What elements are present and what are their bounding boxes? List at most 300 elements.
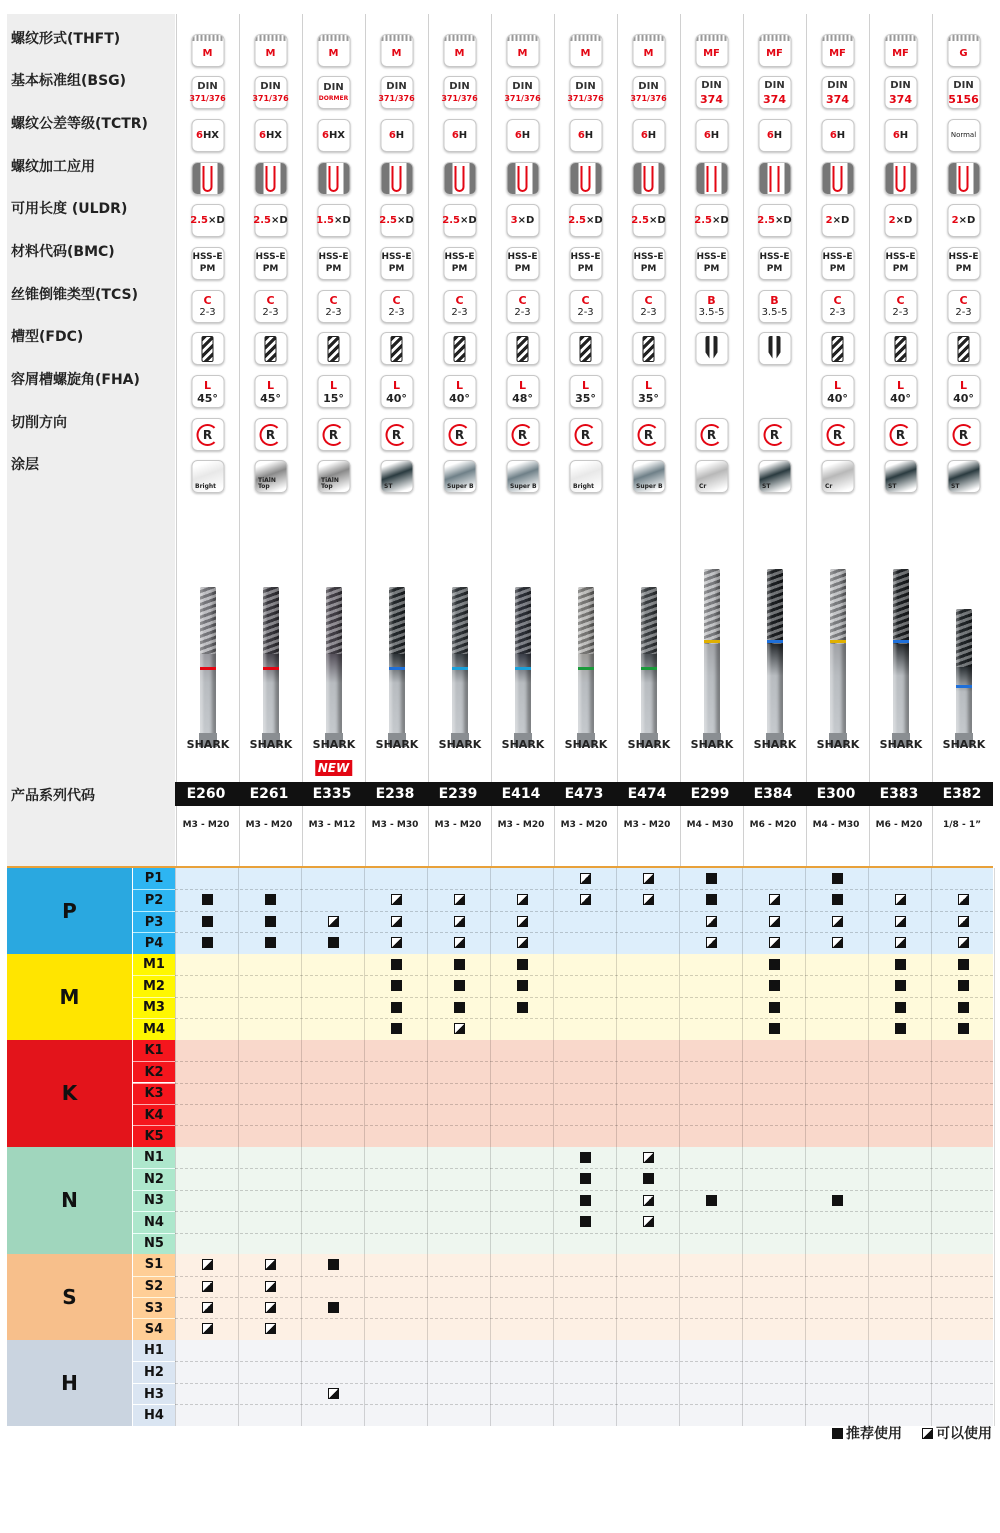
tolerance-class-value	[951, 132, 976, 139]
hole-application-icon	[191, 162, 224, 195]
tolerance-class-value	[893, 131, 908, 141]
material-code-icon	[632, 247, 665, 280]
recommended-mark	[202, 916, 213, 927]
material-code-icon	[758, 247, 791, 280]
recommended-mark	[517, 959, 528, 970]
material-subgroup: K3	[133, 1083, 175, 1104]
material-code-icon	[443, 247, 476, 280]
thread-form-value: M	[391, 47, 402, 59]
full-square-icon	[832, 1428, 843, 1439]
row-divider	[175, 1318, 993, 1319]
standard-group-icon	[191, 76, 224, 109]
blind-hole-icon	[644, 166, 654, 192]
spiral-flute-icon	[821, 332, 854, 365]
standard-group-icon	[758, 76, 791, 109]
material-group-background	[175, 1040, 993, 1147]
thread-form-icon	[191, 34, 224, 67]
tolerance-suffix: HX	[265, 129, 283, 141]
flute-shape-icon	[202, 336, 214, 362]
usable-length-unit: ×D	[208, 214, 225, 226]
column-divider	[805, 868, 806, 1426]
chamfer-letter: C	[581, 294, 590, 307]
chamfer-type-icon	[884, 290, 917, 323]
chamfer-type-icon	[821, 290, 854, 323]
recommended-mark	[958, 980, 969, 991]
usable-length-icon	[632, 204, 665, 237]
series-code: E260	[186, 786, 226, 802]
possible-mark	[265, 1259, 276, 1270]
recommended-mark	[517, 1002, 528, 1013]
legend	[832, 1423, 992, 1443]
material-subgroup: P4	[133, 932, 175, 953]
tap-tool-image	[956, 609, 972, 747]
recommended-mark	[769, 1002, 780, 1013]
thread-range: M3 - M20	[434, 820, 482, 830]
coating-swatch-icon	[569, 460, 602, 493]
blind-hole-icon	[833, 166, 843, 192]
tolerance-number: 6	[703, 129, 711, 141]
usable-length-number: 2.5	[694, 214, 713, 226]
material-code-b: PM	[640, 264, 657, 274]
recommended-mark	[265, 894, 276, 905]
standard-number: 371/376	[189, 94, 226, 103]
recommended-mark	[454, 959, 465, 970]
helix-angle-icon	[506, 375, 539, 408]
hole-application-icon	[380, 162, 413, 195]
chamfer-threads: 2-3	[325, 307, 342, 318]
coating-name: Cr	[825, 483, 833, 490]
usable-length-icon	[191, 204, 224, 237]
possible-mark	[895, 894, 906, 905]
tap-color-ring	[515, 667, 531, 670]
row-label-10: 涂层	[11, 457, 39, 473]
right-hand-cut-icon	[569, 418, 602, 451]
tolerance-suffix: H	[710, 129, 720, 141]
tolerance-class-icon	[695, 119, 728, 152]
right-hand-cut-icon	[317, 418, 350, 451]
chamfer-letter: C	[833, 294, 842, 307]
right-hand-cut-icon	[695, 418, 728, 451]
usable-length-icon	[758, 204, 791, 237]
recommended-mark	[958, 1002, 969, 1013]
tap-color-ring	[641, 667, 657, 670]
column-divider	[238, 868, 239, 1426]
usable-length-number: 3	[510, 214, 518, 226]
recommended-mark	[265, 916, 276, 927]
row-divider	[175, 1404, 993, 1405]
thread-range: M4 - M30	[812, 820, 860, 830]
material-code-a: HSS-E	[948, 252, 979, 262]
helix-angle-value: 35°	[575, 391, 596, 405]
tap-thread-section	[452, 587, 468, 654]
brand-label: SHARK	[816, 738, 860, 751]
recommended-mark	[832, 873, 843, 884]
coating-name: TiAlN Top	[258, 477, 276, 490]
standard-number: 374	[826, 92, 849, 106]
rotation-arrow-icon: R	[197, 424, 219, 446]
recommended-mark	[769, 959, 780, 970]
coating-swatch-icon	[821, 460, 854, 493]
product-column	[680, 14, 742, 866]
tolerance-class-icon	[191, 119, 224, 152]
recommended-mark	[895, 1023, 906, 1034]
brand-label: SHARK	[879, 738, 923, 751]
flute-shape-icon	[643, 336, 655, 362]
standard-din: DIN	[512, 81, 533, 92]
column-divider	[553, 868, 554, 1426]
chamfer-letter: C	[959, 294, 968, 307]
coating-swatch-icon	[380, 460, 413, 493]
spiral-flute-icon	[191, 332, 224, 365]
coating-swatch-icon	[758, 460, 791, 493]
product-column	[554, 14, 616, 866]
helix-angle-icon	[632, 375, 665, 408]
material-code-icon	[380, 247, 413, 280]
possible-mark	[643, 1195, 654, 1206]
chamfer-letter: C	[203, 294, 212, 307]
usable-length-value	[826, 216, 850, 226]
standard-number: 371/376	[378, 94, 415, 103]
hole-application-icon	[947, 162, 980, 195]
chamfer-type-icon	[632, 290, 665, 323]
recommended-mark	[706, 894, 717, 905]
rotation-arrow-icon: R	[827, 424, 849, 446]
possible-mark	[643, 873, 654, 884]
rotation-arrow-icon: R	[512, 424, 534, 446]
coating-swatch-icon	[632, 460, 665, 493]
coating-name: ST	[888, 483, 897, 490]
material-subgroup: S2	[133, 1276, 175, 1297]
new-badge: NEW	[315, 760, 352, 776]
possible-mark	[454, 894, 465, 905]
column-divider	[175, 868, 176, 1426]
column-divider	[364, 868, 365, 1426]
tolerance-class-icon	[821, 119, 854, 152]
material-code-icon	[695, 247, 728, 280]
material-subgroup: H1	[133, 1340, 175, 1361]
thread-teeth-icon	[318, 35, 349, 41]
coating-swatch-icon	[191, 460, 224, 493]
usable-length-unit: ×D	[397, 214, 414, 226]
chamfer-letter: C	[644, 294, 653, 307]
row-label-5: 材料代码(BMC)	[11, 244, 115, 260]
chamfer-threads: 2-3	[955, 307, 972, 318]
chamfer-type-icon	[758, 290, 791, 323]
flute-shape-icon	[265, 336, 277, 362]
right-hand-cut-icon	[821, 418, 854, 451]
thread-form-value: MF	[703, 47, 720, 59]
row-label-2: 螺纹公差等级(TCTR)	[11, 116, 148, 132]
product-column	[176, 14, 238, 866]
material-code-b: PM	[829, 264, 846, 274]
helix-angle-value: 40°	[386, 391, 407, 405]
flute-shape-icon	[328, 336, 340, 362]
coating-swatch-icon	[947, 460, 980, 493]
helix-angle-icon	[947, 375, 980, 408]
material-group-m: M	[7, 954, 132, 1040]
material-code-a: HSS-E	[759, 252, 790, 262]
tolerance-number: 6	[829, 129, 837, 141]
tap-thread-section	[767, 569, 783, 644]
thread-form-value: M	[517, 47, 528, 59]
possible-mark	[202, 1259, 213, 1270]
chamfer-type-icon	[254, 290, 287, 323]
material-code-icon	[191, 247, 224, 280]
tolerance-number: 6	[892, 129, 900, 141]
thread-form-value: MF	[892, 47, 909, 59]
material-subgroup: N5	[133, 1233, 175, 1254]
helix-angle-value: 40°	[890, 391, 911, 405]
usable-length-icon	[443, 204, 476, 237]
usable-length-value	[889, 216, 913, 226]
tap-tool-image	[263, 587, 279, 747]
tap-color-ring	[893, 640, 909, 643]
material-subgroup: H3	[133, 1383, 175, 1404]
chamfer-type-icon	[317, 290, 350, 323]
standard-group-icon	[947, 76, 980, 109]
tap-color-ring	[452, 667, 468, 670]
material-subgroup: S4	[133, 1318, 175, 1339]
material-subgroup: K4	[133, 1104, 175, 1125]
tolerance-class-icon	[506, 119, 539, 152]
tap-tool-image	[830, 569, 846, 747]
usable-length-value	[757, 216, 791, 226]
tolerance-class-icon	[569, 119, 602, 152]
tap-thread-section	[956, 609, 972, 667]
coating-name: Super B	[636, 483, 663, 490]
usable-length-value	[253, 216, 287, 226]
material-code-b: PM	[955, 264, 972, 274]
spiral-flute-icon	[380, 332, 413, 365]
spiral-flute-icon	[569, 332, 602, 365]
product-column	[932, 14, 994, 866]
tap-tool-image	[326, 587, 342, 747]
standard-group-icon	[632, 76, 665, 109]
standard-number: 5156	[948, 92, 979, 106]
recommended-mark	[454, 1002, 465, 1013]
standard-number: 371/376	[504, 94, 541, 103]
column-divider	[490, 868, 491, 1426]
tap-color-ring	[389, 667, 405, 670]
tolerance-number: 6	[640, 129, 648, 141]
usable-length-icon	[317, 204, 350, 237]
helix-angle-value: 15°	[323, 391, 344, 405]
thread-form-icon	[380, 34, 413, 67]
recommended-mark	[895, 980, 906, 991]
helix-angle-value: 48°	[512, 391, 533, 405]
row-label-6: 丝锥倒锥类型(TCS)	[11, 287, 138, 303]
usable-length-value	[511, 216, 535, 226]
thread-form-icon	[506, 34, 539, 67]
spiral-flute-icon	[317, 332, 350, 365]
tap-thread-section	[263, 587, 279, 654]
tolerance-class-value	[515, 131, 530, 141]
standard-din: DIN	[953, 79, 974, 91]
usable-length-number: 2	[825, 214, 833, 226]
thread-range: M4 - M30	[686, 820, 734, 830]
usable-length-number: 1.5	[316, 214, 335, 226]
thread-teeth-icon	[633, 35, 664, 41]
thread-teeth-icon	[570, 35, 601, 41]
rotation-arrow-icon: R	[638, 424, 660, 446]
blind-hole-icon	[203, 166, 213, 192]
hole-application-icon	[884, 162, 917, 195]
tap-color-ring	[830, 640, 846, 643]
helix-direction: L	[896, 378, 904, 392]
standard-din: DIN	[701, 79, 722, 91]
material-subgroup: P1	[133, 868, 175, 889]
tap-tool-image	[767, 569, 783, 747]
possible-mark	[769, 916, 780, 927]
usable-length-value	[316, 216, 350, 226]
tolerance-class-icon	[254, 119, 287, 152]
helix-direction: L	[959, 378, 967, 392]
usable-length-value	[442, 216, 476, 226]
thread-range: M3 - M20	[623, 820, 671, 830]
material-subgroup: N4	[133, 1211, 175, 1232]
usable-length-number: 2.5	[190, 214, 209, 226]
tolerance-class-icon	[947, 119, 980, 152]
thread-teeth-icon	[822, 35, 853, 41]
usable-length-number: 2.5	[253, 214, 272, 226]
hole-application-icon	[569, 162, 602, 195]
tap-tool-image	[641, 587, 657, 747]
usable-length-unit: ×D	[775, 214, 792, 226]
right-hand-cut-icon	[254, 418, 287, 451]
recommended-mark	[580, 1216, 591, 1227]
recommended-mark	[643, 1173, 654, 1184]
usable-length-value	[568, 216, 602, 226]
possible-mark	[202, 1302, 213, 1313]
usable-length-value	[379, 216, 413, 226]
tap-color-ring	[704, 640, 720, 643]
material-code-icon	[317, 247, 350, 280]
possible-mark	[265, 1323, 276, 1334]
brand-label: SHARK	[564, 738, 608, 751]
material-code-icon	[254, 247, 287, 280]
material-code-a: HSS-E	[885, 252, 916, 262]
recommended-mark	[580, 1152, 591, 1163]
tap-thread-section	[704, 569, 720, 644]
coating-name: ST	[762, 483, 771, 490]
column-divider	[301, 868, 302, 1426]
row-divider	[175, 1297, 993, 1298]
material-code-b: PM	[388, 264, 405, 274]
row-label-7: 槽型(FDC)	[11, 329, 84, 345]
brand-label: SHARK	[690, 738, 734, 751]
tolerance-class-value	[322, 131, 345, 141]
standard-group-icon	[254, 76, 287, 109]
material-code-b: PM	[577, 264, 594, 274]
row-divider	[175, 1018, 993, 1019]
row-divider	[175, 1211, 993, 1212]
recommended-mark	[706, 1195, 717, 1206]
series-code: E474	[627, 786, 667, 802]
blind-hole-icon	[581, 166, 591, 192]
straight-flute-icon	[695, 332, 728, 365]
blind-hole-icon	[266, 166, 276, 192]
thread-teeth-icon	[948, 35, 979, 41]
chamfer-type-icon	[947, 290, 980, 323]
blind-hole-icon	[455, 166, 465, 192]
material-group-h: H	[7, 1340, 132, 1426]
tolerance-class-icon	[884, 119, 917, 152]
tolerance-class-icon	[380, 119, 413, 152]
material-subgroup: M1	[133, 954, 175, 975]
recommended-mark	[769, 1023, 780, 1034]
product-column	[428, 14, 490, 866]
tap-thread-section	[578, 587, 594, 654]
material-code-b: PM	[766, 264, 783, 274]
thread-range: M3 - M20	[497, 820, 545, 830]
flute-shape-icon	[391, 336, 403, 362]
tap-tool-image	[452, 587, 468, 747]
chamfer-letter: C	[896, 294, 905, 307]
attribute-label-panel	[7, 14, 175, 866]
material-subgroup: P3	[133, 911, 175, 932]
thread-form-icon	[884, 34, 917, 67]
chamfer-type-icon	[569, 290, 602, 323]
helix-angle-icon	[317, 375, 350, 408]
product-column	[869, 14, 931, 866]
tolerance-number: 6	[577, 129, 585, 141]
thread-range: M6 - M20	[749, 820, 797, 830]
rotation-arrow-icon: R	[764, 424, 786, 446]
tap-thread-section	[515, 587, 531, 654]
helix-direction: L	[581, 378, 589, 392]
standard-number: 371/376	[567, 94, 604, 103]
standard-group-icon	[506, 76, 539, 109]
row-divider	[175, 1104, 993, 1105]
tolerance-suffix: H	[521, 129, 531, 141]
possible-mark	[454, 1023, 465, 1034]
usable-length-icon	[947, 204, 980, 237]
helix-angle-value: 45°	[197, 391, 218, 405]
possible-mark	[265, 1281, 276, 1292]
right-hand-cut-icon	[947, 418, 980, 451]
possible-mark	[832, 916, 843, 927]
tap-thread-section	[893, 569, 909, 644]
hole-application-icon	[821, 162, 854, 195]
material-code-b: PM	[514, 264, 531, 274]
coating-name: Cr	[699, 483, 707, 490]
helix-angle-icon	[821, 375, 854, 408]
series-code: E299	[690, 786, 730, 802]
right-hand-cut-icon	[443, 418, 476, 451]
product-column	[239, 14, 301, 866]
spiral-flute-icon	[506, 332, 539, 365]
product-column	[806, 14, 868, 866]
chamfer-letter: C	[392, 294, 401, 307]
material-subgroup: S1	[133, 1254, 175, 1275]
tap-color-ring	[578, 667, 594, 670]
standard-din: DIN	[827, 79, 848, 91]
usable-length-number: 2.5	[631, 214, 650, 226]
row-label-1: 基本标准组(BSG)	[11, 73, 127, 89]
standard-number: 371/376	[441, 94, 478, 103]
chamfer-threads: 2-3	[199, 307, 216, 318]
thread-range: M3 - M20	[245, 820, 293, 830]
coating-swatch-icon	[254, 460, 287, 493]
chamfer-letter: C	[455, 294, 464, 307]
usable-length-icon	[695, 204, 728, 237]
tolerance-suffix: H	[836, 129, 846, 141]
tap-color-ring	[200, 667, 216, 670]
thread-form-icon	[443, 34, 476, 67]
thread-form-icon	[632, 34, 665, 67]
recommended-mark	[328, 1259, 339, 1270]
chamfer-type-icon	[191, 290, 224, 323]
